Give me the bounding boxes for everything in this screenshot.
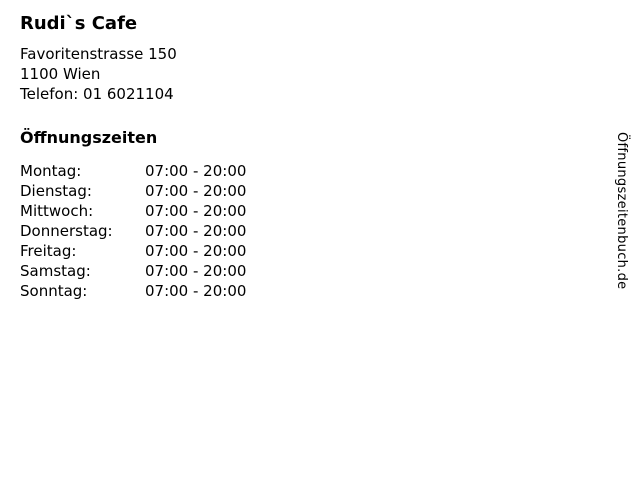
time-value: 07:00 - 20:00 xyxy=(145,182,247,200)
day-label: Dienstag: xyxy=(20,182,92,200)
address-block xyxy=(20,44,246,104)
opening-hours-heading: Öffnungszeiten xyxy=(20,128,158,147)
time-value: 07:00 - 20:00 xyxy=(145,222,247,240)
opening-hours-table xyxy=(20,161,246,301)
day-label: Mittwoch: xyxy=(20,202,94,220)
address-city: 1100 Wien xyxy=(20,65,101,83)
hours-row-tuesday xyxy=(20,181,246,201)
hours-row-wednesday xyxy=(20,201,246,221)
page-content xyxy=(20,0,246,301)
hours-row-thursday xyxy=(20,221,246,241)
time-value: 07:00 - 20:00 xyxy=(145,282,247,300)
hours-row-monday xyxy=(20,161,246,181)
time-value: 07:00 - 20:00 xyxy=(145,242,247,260)
phone-line: Telefon: 01 6021104 xyxy=(20,85,174,103)
time-value: 07:00 - 20:00 xyxy=(145,202,247,220)
address-street: Favoritenstrasse 150 xyxy=(20,45,177,63)
time-value: 07:00 - 20:00 xyxy=(145,162,247,180)
day-label: Sonntag: xyxy=(20,282,88,300)
day-label: Samstag: xyxy=(20,262,91,280)
business-name: Rudi`s Cafe xyxy=(20,13,138,34)
hours-row-sunday xyxy=(20,281,246,301)
time-value: 07:00 - 20:00 xyxy=(145,262,247,280)
day-label: Donnerstag: xyxy=(20,222,113,240)
watermark-site-name: Öffnungszeitenbuch.de xyxy=(614,132,629,290)
hours-row-saturday xyxy=(20,261,246,281)
hours-row-friday xyxy=(20,241,246,261)
day-label: Montag: xyxy=(20,162,82,180)
day-label: Freitag: xyxy=(20,242,77,260)
